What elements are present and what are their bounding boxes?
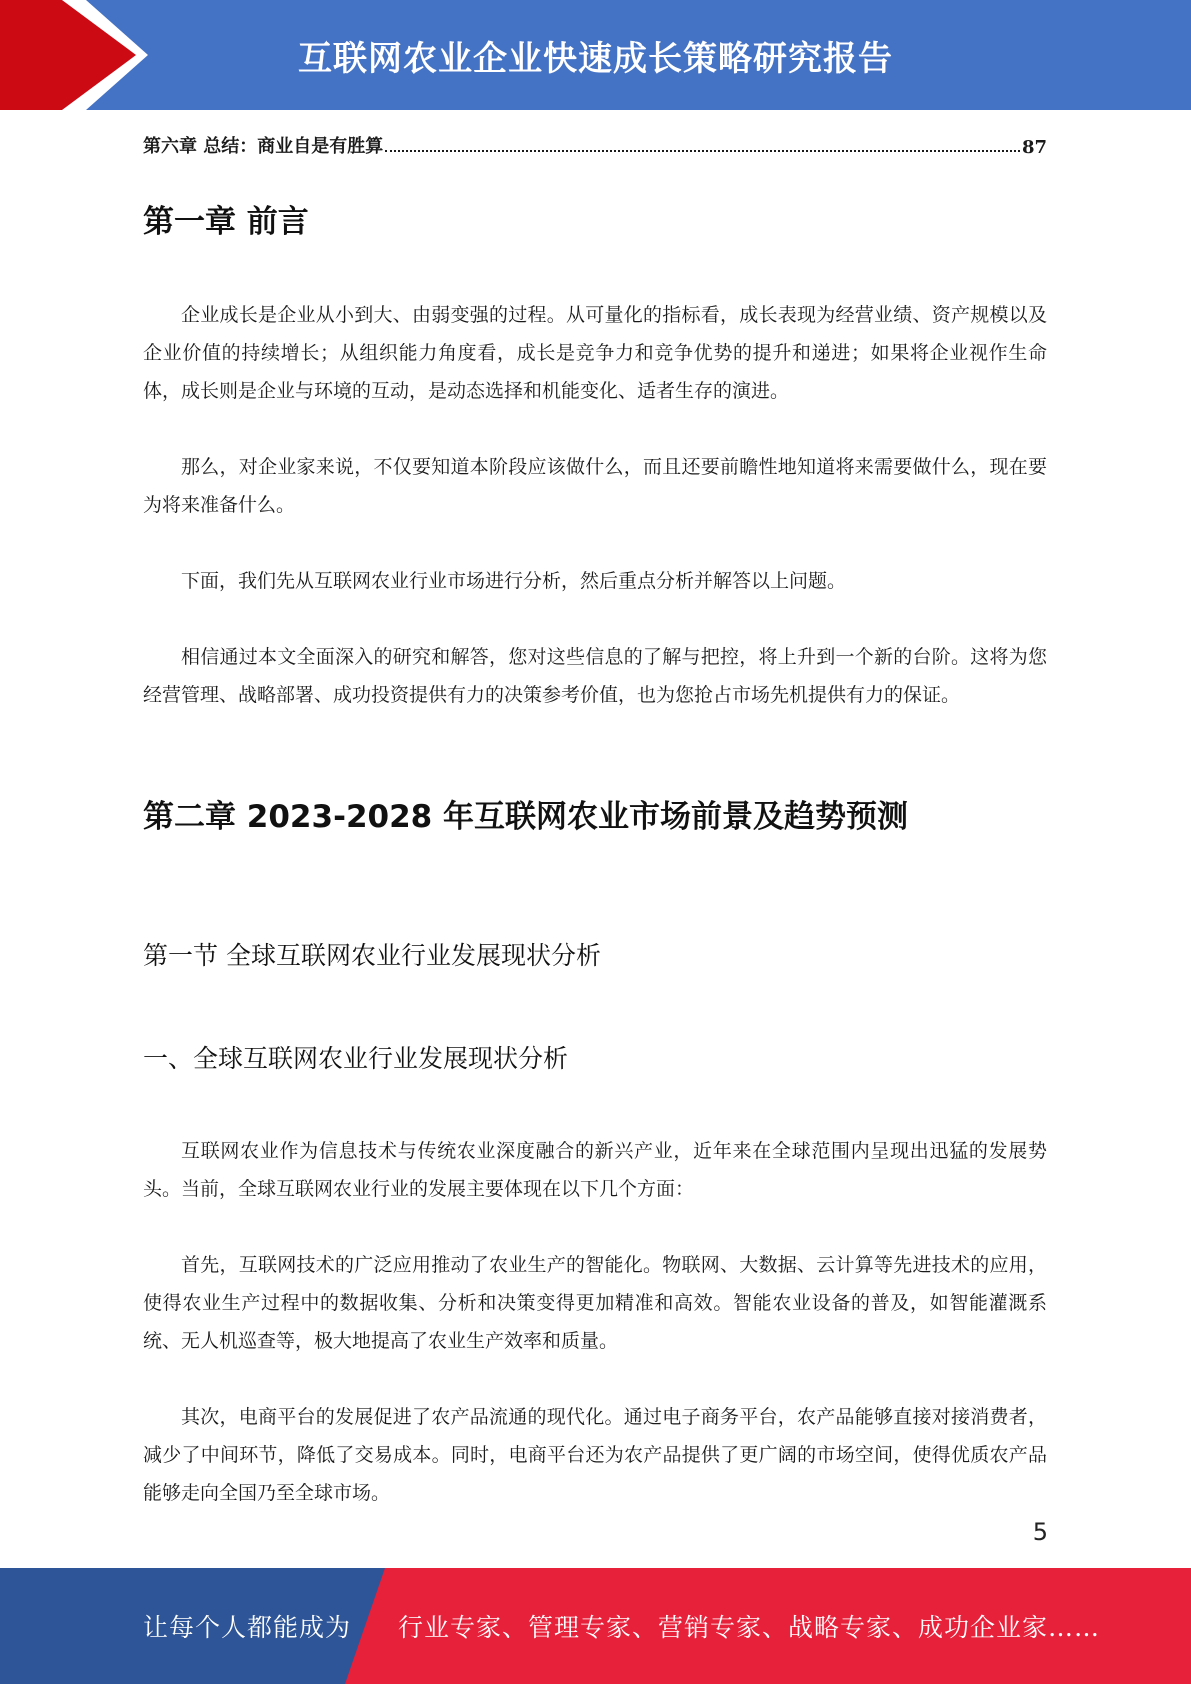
paragraph: 下面，我们先从互联网农业行业市场进行分析，然后重点分析并解答以上问题。	[181, 570, 847, 592]
toc-leader-dots	[385, 150, 1020, 152]
toc-entry[interactable]	[143, 130, 1047, 158]
header-banner	[0, 0, 1191, 110]
toc-entry-page: 87	[1021, 137, 1047, 158]
footer-banner	[0, 1568, 1191, 1684]
paragraph: 首先，互联网技术的广泛应用推动了农业生产的智能化。物联网、大数据、云计算等先进技术的应用，使得农业生产过程中的数据收集、分析和决策变得更加精准和高效。智能农业设备的普及，如智能灌溉系统、无人机巡查等，极大地提高了农业生产效率和质量。	[143, 1254, 1047, 1352]
toc-entry-text: 第六章 总结：商业自是有胜算	[143, 136, 384, 157]
paragraph: 企业成长是企业从小到大、由弱变强的过程。从可量化的指标看，成长表现为经营业绩、资产规模以及企业价值的持续增长；从组织能力角度看，成长是竞争力和竞争优势的提升和递进；如果将企业视作生命体，成长则是企业与环境的互动，是动态选择和机能变化、适者生存的演进。	[143, 304, 1047, 402]
subsection-heading: 一、全球互联网农业行业发展现状分析	[143, 1044, 569, 1073]
paragraph: 其次，电商平台的发展促进了农产品流通的现代化。通过电子商务平台，农产品能够直接对接消费者，减少了中间环节，降低了交易成本。同时，电商平台还为农产品提供了更广阔的市场空间，使得优质农产品能够走向全国乃至全球市场。	[143, 1406, 1047, 1504]
page-number: 5	[1032, 1518, 1048, 1546]
paragraph: 相信通过本文全面深入的研究和解答，您对这些信息的了解与把控，将上升到一个新的台阶。这将为您经营管理、战略部署、成功投资提供有力的决策参考价值，也为您抢占市场先机提供有力的保证。	[143, 646, 1047, 706]
chapter-heading: 第一章 前言	[143, 204, 309, 240]
chapter-heading: 第二章 2023-2028 年互联网农业市场前景及趋势预测	[143, 799, 909, 835]
section-heading: 第一节 全球互联网农业行业发展现状分析	[143, 941, 601, 970]
paragraph: 互联网农业作为信息技术与传统农业深度融合的新兴产业，近年来在全球范围内呈现出迅猛的发展势头。当前，全球互联网农业行业的发展主要体现在以下几个方面：	[143, 1140, 1047, 1200]
footer-slogan-left: 让每个人都能成为	[143, 1613, 352, 1642]
report-title: 互联网农业企业快速成长策略研究报告	[298, 38, 893, 79]
paragraph: 那么，对企业家来说，不仅要知道本阶段应该做什么，而且还要前瞻性地知道将来需要做什么，现在要为将来准备什么。	[143, 456, 1047, 516]
footer-slogan-right: 行业专家、管理专家、营销专家、战略专家、成功企业家……	[398, 1613, 1101, 1642]
